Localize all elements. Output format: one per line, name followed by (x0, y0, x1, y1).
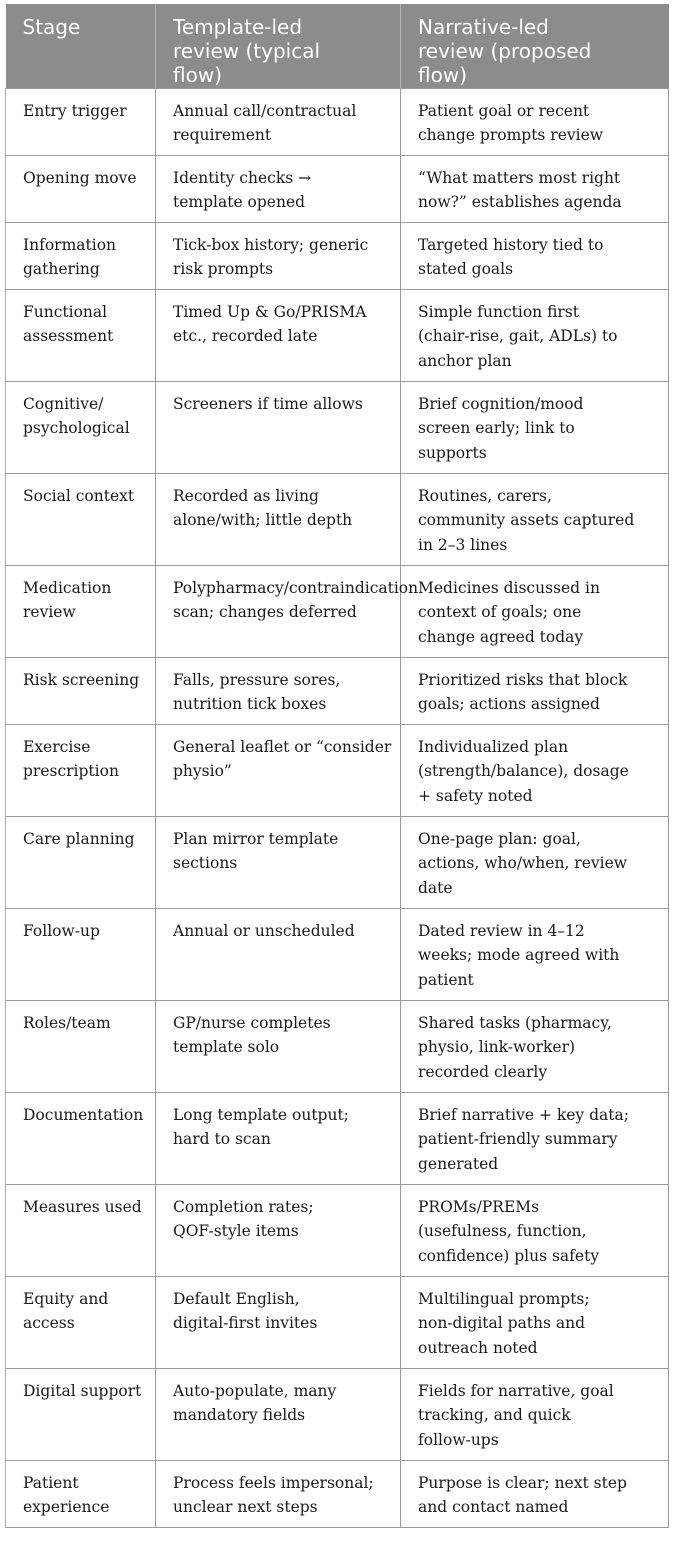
cell-text-line: follow-ups (418, 1430, 499, 1449)
table-row (6, 1276, 669, 1368)
cell-narrative-led (401, 1184, 669, 1276)
table-row (6, 289, 669, 381)
cell-text-line: screen early; link to (418, 419, 575, 437)
cell-text-line: Completion rates; (173, 1197, 314, 1216)
table-row (6, 473, 669, 565)
cell-stage (6, 222, 156, 289)
table-row (6, 222, 669, 289)
cell-text-line: actions, who/when, review (418, 854, 628, 872)
cell-text-line: review (23, 603, 76, 621)
cell-text-line: Annual call/contractual (173, 101, 357, 120)
cell-text-line: (usefulness, function, (418, 1222, 587, 1240)
cell-template-led (156, 155, 401, 222)
cell-narrative-led (401, 816, 669, 908)
cell-template-led (156, 289, 401, 381)
cell-text-line: change prompts review (418, 126, 604, 144)
cell-text-line: anchor plan (418, 351, 512, 370)
cell-text-line: context of goals; one (418, 603, 582, 621)
cell-template-led (156, 1184, 401, 1276)
header-template-led (156, 4, 401, 88)
cell-text-line: Patient (23, 1473, 79, 1492)
cell-text-line: Identity checks → (173, 168, 312, 187)
header-narrative-led (401, 4, 669, 88)
cell-narrative-led (401, 1460, 669, 1527)
cell-template-led (156, 473, 401, 565)
cell-text-line: date (418, 878, 453, 897)
cell-narrative-led (401, 1276, 669, 1368)
cell-text-line: sections (173, 854, 238, 872)
cell-stage (6, 88, 156, 155)
cell-text-line: physio” (173, 762, 232, 780)
cell-stage (6, 565, 156, 657)
cell-template-led (156, 565, 419, 657)
cell-text-line: (strength/balance), dosage (418, 762, 629, 780)
cell-template-led (156, 657, 401, 724)
cell-text-line: Default English, (173, 1289, 300, 1308)
cell-text-line: weeks; mode agreed with (418, 946, 620, 964)
cell-text-line: Equity and (23, 1289, 109, 1308)
cell-template-led (156, 816, 401, 908)
cell-text-line: goals; actions assigned (418, 695, 600, 713)
cell-text-line: Fields for narrative, goal (418, 1381, 614, 1400)
cell-narrative-led (401, 1368, 669, 1460)
cell-text-line: Recorded as living (173, 486, 319, 505)
cell-narrative-led (401, 565, 669, 657)
cell-template-led (156, 1460, 401, 1527)
header-text-line: flow) (173, 63, 222, 87)
cell-text-line: Brief cognition/mood (418, 394, 584, 413)
cell-text-line: QOF-style items (173, 1222, 299, 1240)
cell-narrative-led (401, 289, 669, 381)
cell-text-line: Dated review in 4–12 (418, 921, 585, 940)
cell-text-line: Information (23, 235, 117, 254)
cell-text-line: scan; changes deferred (173, 603, 357, 621)
cell-text-line: confidence) plus safety (418, 1246, 600, 1265)
table-row (6, 657, 669, 724)
cell-text-line: + safety noted (418, 786, 533, 805)
cell-stage (6, 1184, 156, 1276)
cell-template-led (156, 381, 401, 473)
cell-text-line: stated goals (418, 260, 514, 278)
table-row (6, 381, 669, 473)
header-text-line: review (proposed (418, 39, 592, 63)
cell-text-line: Documentation (23, 1105, 144, 1124)
cell-text-line: One-page plan: goal, (418, 829, 581, 848)
cell-text-line: supports (418, 443, 487, 462)
cell-text-line: General leaflet or “consider (173, 737, 392, 756)
cell-text-line: Annual or unscheduled (173, 921, 355, 940)
cell-text-line: nutrition tick boxes (173, 695, 327, 713)
cell-template-led (156, 1000, 401, 1092)
cell-text-line: generated (418, 1154, 499, 1173)
cell-text-line: Auto-populate, many (173, 1381, 337, 1400)
cell-text-line: prescription (23, 762, 119, 780)
cell-text-line: Simple function first (418, 302, 579, 321)
header-text-line: review (typical (173, 39, 321, 63)
cell-narrative-led (401, 155, 669, 222)
cell-stage (6, 1092, 156, 1184)
cell-stage (6, 155, 156, 222)
header-stage (6, 4, 156, 88)
cell-text-line: Brief narrative + key data; (418, 1105, 629, 1124)
cell-template-led (156, 724, 401, 816)
cell-text-line: and contact named (418, 1498, 569, 1516)
cell-text-line: patient (418, 970, 474, 989)
cell-text-line: access (23, 1314, 75, 1332)
table-row (6, 88, 669, 155)
cell-text-line: Timed Up & Go/PRISMA (173, 302, 367, 321)
cell-text-line: Care planning (23, 829, 135, 848)
cell-stage (6, 1368, 156, 1460)
cell-template-led (156, 908, 401, 1000)
cell-text-line: outreach noted (418, 1338, 538, 1357)
cell-narrative-led (401, 473, 669, 565)
cell-text-line: Medication (23, 578, 112, 597)
cell-template-led (156, 88, 401, 155)
table-row (6, 565, 669, 657)
cell-stage (6, 657, 156, 724)
cell-template-led (156, 1368, 401, 1460)
cell-template-led (156, 222, 401, 289)
table-row (6, 155, 669, 222)
cell-text-line: in 2–3 lines (418, 535, 508, 554)
table-row (6, 908, 669, 1000)
header-text-line: flow) (418, 63, 467, 87)
table-row (6, 1000, 669, 1092)
cell-text-line: (chair-rise, gait, ADLs) to (418, 327, 618, 345)
table-header (6, 4, 669, 88)
cell-narrative-led (401, 908, 669, 1000)
cell-text-line: Polypharmacy/contraindication (173, 578, 419, 597)
cell-text-line: experience (23, 1498, 110, 1516)
cell-text-line: hard to scan (173, 1130, 271, 1148)
cell-text-line: recorded clearly (418, 1062, 548, 1081)
cell-text-line: Falls, pressure sores, (173, 670, 341, 689)
cell-stage (6, 381, 156, 473)
cell-text-line: Routines, carers, (418, 486, 552, 505)
cell-stage (6, 724, 156, 816)
table-row (6, 1184, 669, 1276)
cell-text-line: Risk screening (23, 670, 140, 689)
cell-text-line: patient-friendly summary (418, 1130, 618, 1148)
cell-narrative-led (401, 381, 669, 473)
cell-text-line: Medicines discussed in (418, 578, 600, 597)
cell-text-line: Exercise (23, 737, 91, 756)
cell-stage (6, 908, 156, 1000)
cell-text-line: digital-first invites (173, 1314, 318, 1332)
cell-text-line: change agreed today (418, 627, 584, 646)
cell-text-line: Multilingual prompts; (418, 1289, 590, 1308)
cell-text-line: template solo (173, 1038, 280, 1056)
cell-text-line: Process feels impersonal; (173, 1473, 374, 1492)
cell-text-line: Entry trigger (23, 101, 127, 120)
cell-stage (6, 473, 156, 565)
cell-text-line: Screeners if time allows (173, 394, 363, 413)
cell-text-line: Long template output; (173, 1105, 349, 1124)
cell-stage (6, 1276, 156, 1368)
cell-text-line: tracking, and quick (418, 1406, 571, 1424)
cell-narrative-led (401, 1092, 669, 1184)
cell-text-line: community assets captured (418, 511, 635, 529)
cell-text-line: physio, link-worker) (418, 1038, 576, 1056)
header-text-line: Stage (22, 15, 81, 39)
cell-text-line: Plan mirror template (173, 829, 339, 848)
cell-text-line: gathering (23, 260, 100, 278)
cell-text-line: unclear next steps (173, 1498, 318, 1516)
cell-narrative-led (401, 724, 669, 816)
table-row (6, 1368, 669, 1460)
cell-text-line: template opened (173, 193, 306, 211)
comparison-table (5, 4, 669, 1528)
table-row (6, 724, 669, 816)
cell-template-led (156, 1092, 401, 1184)
cell-stage (6, 816, 156, 908)
table-row (6, 1092, 669, 1184)
cell-text-line: etc., recorded late (173, 327, 318, 345)
cell-text-line: Shared tasks (pharmacy, (418, 1013, 612, 1032)
cell-stage (6, 1460, 156, 1527)
cell-text-line: GP/nurse completes (173, 1013, 331, 1032)
header-text-line: Template-led (173, 15, 303, 39)
cell-text-line: Tick-box history; generic (173, 235, 369, 254)
cell-text-line: Targeted history tied to (418, 235, 604, 254)
cell-text-line: Digital support (23, 1381, 142, 1400)
cell-text-line: Opening move (23, 168, 137, 187)
cell-text-line: Purpose is clear; next step (418, 1473, 627, 1492)
cell-text-line: non-digital paths and (418, 1314, 586, 1332)
cell-stage (6, 1000, 156, 1092)
cell-text-line: alone/with; little depth (173, 511, 353, 529)
cell-text-line: Functional (23, 302, 108, 321)
header-text-line: Narrative-led (418, 15, 549, 39)
cell-text-line: Patient goal or recent (418, 101, 590, 120)
cell-text-line: mandatory fields (173, 1406, 306, 1424)
cell-text-line: Roles/team (23, 1013, 111, 1032)
cell-text-line: Prioritized risks that block (418, 670, 628, 689)
table-body (6, 88, 669, 1527)
table-row (6, 816, 669, 908)
cell-narrative-led (401, 1000, 669, 1092)
cell-text-line: psychological (23, 419, 130, 437)
cell-text-line: Measures used (23, 1197, 142, 1216)
cell-text-line: PROMs/PREMs (418, 1197, 540, 1216)
cell-text-line: Cognitive/ (23, 394, 104, 413)
cell-text-line: now?” establishes agenda (418, 193, 622, 211)
cell-narrative-led (401, 657, 669, 724)
cell-narrative-led (401, 222, 669, 289)
cell-text-line: “What matters most right (418, 168, 621, 187)
cell-text-line: Individualized plan (418, 737, 569, 756)
cell-text-line: requirement (173, 126, 272, 144)
cell-text-line: assessment (23, 327, 114, 345)
cell-text-line: Social context (23, 486, 135, 505)
cell-stage (6, 289, 156, 381)
cell-text-line: risk prompts (173, 260, 274, 278)
cell-template-led (156, 1276, 401, 1368)
cell-narrative-led (401, 88, 669, 155)
table-row (6, 1460, 669, 1527)
cell-text-line: Follow-up (23, 921, 100, 940)
